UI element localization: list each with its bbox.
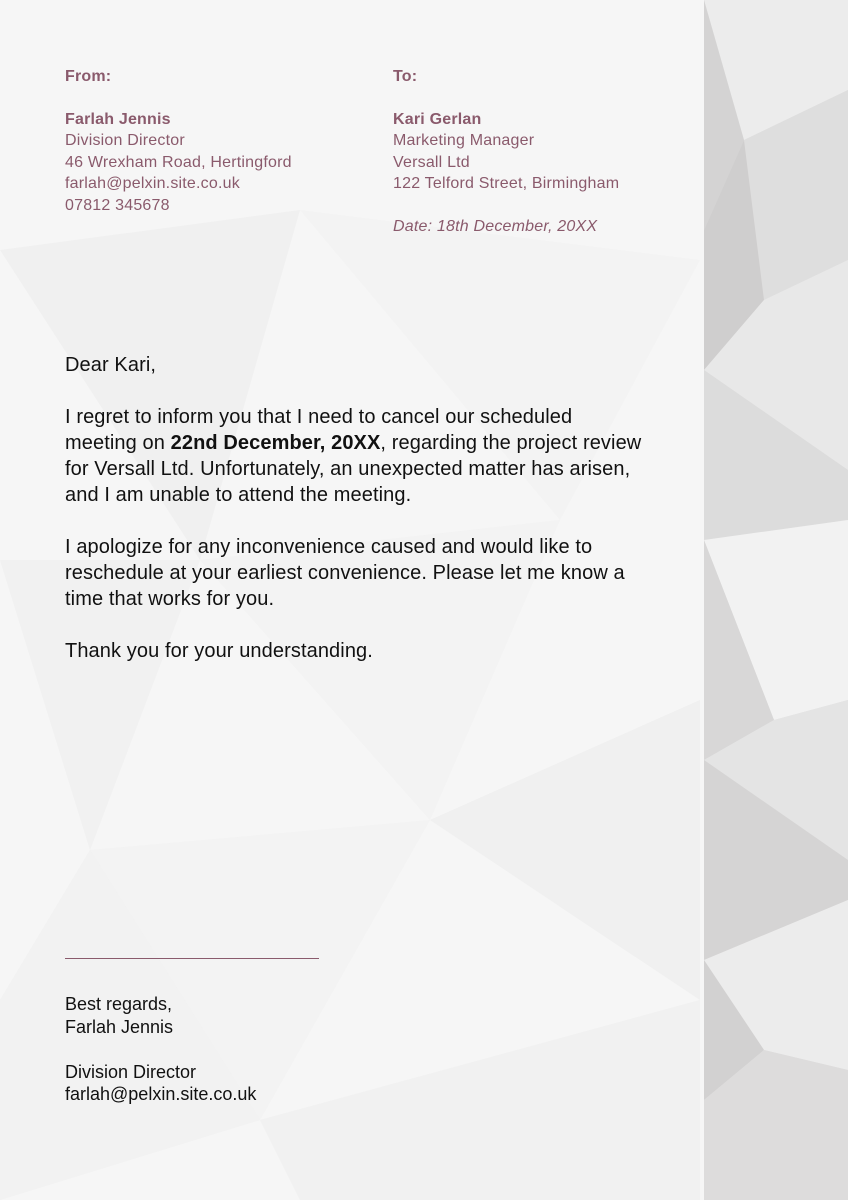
signature-title: Division Director [65, 1061, 197, 1082]
from-heading: From: [65, 68, 112, 85]
paragraph-1-end: , regarding the project review for Versall Ltd. Unfortunately, an unexpected matter has arisen, and I am unable to attend the meeting. [65, 432, 642, 506]
recipient-block [393, 66, 619, 238]
recipient-company: Versall Ltd [393, 153, 470, 171]
signature-name: Farlah Jennis [65, 1016, 174, 1037]
sender-block [65, 66, 292, 216]
sender-title: Division Director [65, 132, 185, 149]
meeting-date: 22nd December, 20XX [170, 432, 381, 454]
paragraph-1 [65, 404, 645, 508]
to-heading: To: [393, 68, 418, 85]
signature-line [65, 958, 319, 959]
signature-email: farlah@pelxin.site.co.uk [65, 1084, 257, 1104]
sender-name: Farlah Jennis [65, 110, 171, 128]
letter-date: Date: 18th December, 20XX [393, 218, 598, 235]
closing: Best regards, [65, 994, 173, 1014]
signature-block [65, 993, 256, 1106]
recipient-title: Marketing Manager [393, 132, 535, 149]
sender-phone: 07812 345678 [65, 196, 170, 214]
paragraph-2: I apologize for any inconvenience caused and would like to reschedule at your earliest convenience. Please let me know a time that works for you. [65, 536, 625, 610]
greeting: Dear Kari, [65, 354, 157, 376]
recipient-name: Kari Gerlan [393, 110, 482, 128]
paragraph-3: Thank you for your understanding. [65, 640, 373, 662]
letter-body [65, 352, 645, 690]
recipient-address: 122 Telford Street, Birmingham [393, 175, 620, 192]
paragraph-1-start: I regret to inform you that I need to cancel our scheduled meeting on [65, 406, 573, 454]
sender-address: 46 Wrexham Road, Hertingford [65, 153, 292, 171]
sender-email: farlah@pelxin.site.co.uk [65, 175, 240, 192]
